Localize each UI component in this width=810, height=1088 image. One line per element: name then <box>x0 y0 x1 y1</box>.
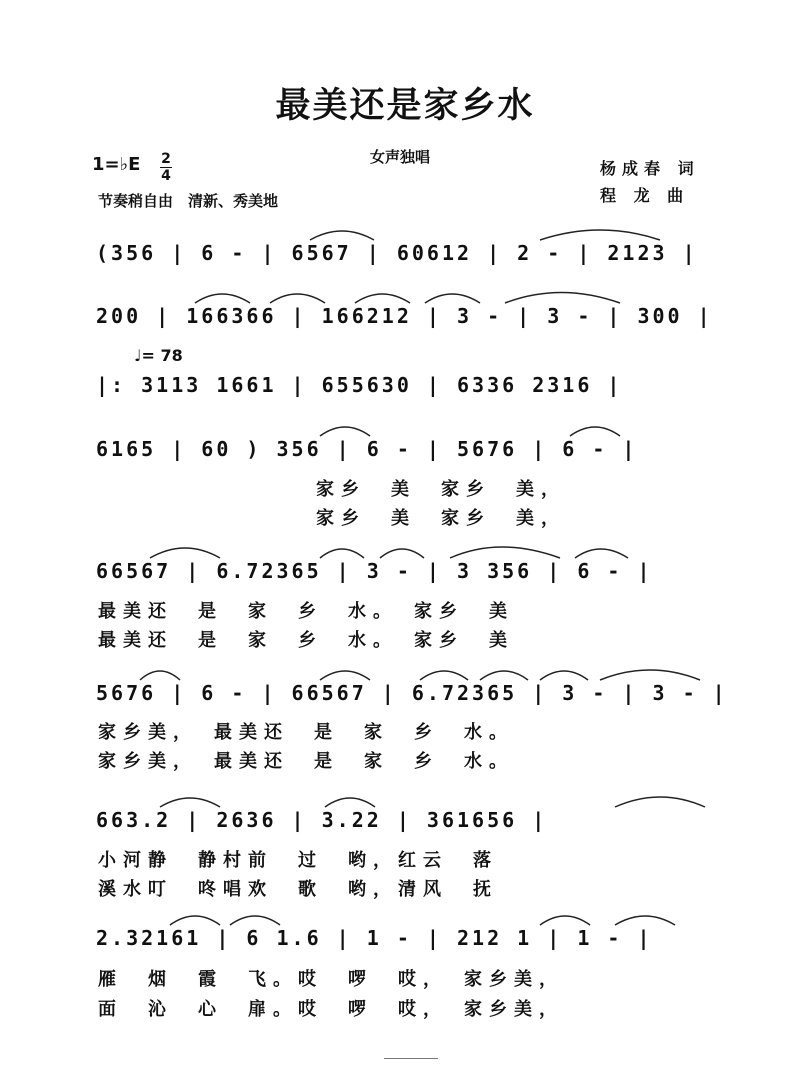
slur <box>270 294 325 303</box>
slur <box>140 671 180 680</box>
slur <box>355 294 410 303</box>
lyric-line-verse-2: 最美还 是 家 乡 水。 家乡 美 <box>98 630 514 651</box>
performance-type: 女声独唱 <box>370 148 431 166</box>
tuplet-bracket <box>310 231 374 240</box>
tie <box>600 670 700 680</box>
slur <box>325 798 375 807</box>
slur <box>615 797 705 807</box>
lyric-line-verse-1: 最美还 是 家 乡 水。 家乡 美 <box>98 601 514 622</box>
notation-line: 66567 | 6.72365 | 3 - | 3 356 | 6 - | <box>96 559 653 583</box>
time-signature-numerator: 2 <box>161 151 171 167</box>
slur <box>570 427 620 436</box>
lyric-line-verse-1: 小河静 静村前 过 哟，红云 落 <box>98 850 498 871</box>
notation-line: 200 | 166366 | 166212 | 3 - | 3 - | 300 | <box>96 304 713 328</box>
slur <box>320 427 370 436</box>
notation-line: 663.2 | 2636 | 3.22 | 361656 | <box>96 808 548 832</box>
slur <box>425 294 480 303</box>
lyric-line-verse-2: 家乡美， 最美还 是 家 乡 水。 <box>98 751 514 772</box>
slur <box>615 916 675 925</box>
slur <box>380 549 424 558</box>
key-signature: 1=♭E <box>92 154 141 175</box>
slur <box>420 671 468 680</box>
lyric-line-verse-2: 家乡 美 家乡 美， <box>316 508 566 529</box>
slur <box>170 916 220 925</box>
notation-line: 6165 | 60 ) 356 | 6 - | 5676 | 6 - | <box>96 437 638 461</box>
slur <box>540 230 660 240</box>
time-signature-denominator: 4 <box>161 168 171 184</box>
lyric-line-verse-1: 家乡 美 家乡 美， <box>316 479 566 500</box>
notation-line: 2.32161 | 6 1.6 | 1 - | 212 1 | 1 - | <box>96 926 653 950</box>
metronome-mark: ♩= 78 <box>134 346 183 365</box>
composer-credit: 程 龙 曲 <box>600 186 690 205</box>
slur <box>230 916 280 925</box>
lyric-line-verse-2: 溪水叮 咚唱欢 歌 哟，清风 抚 <box>98 879 498 900</box>
tie <box>505 293 620 304</box>
lyric-line-verse-2: 面 沁 心 扉。哎 啰 哎， 家乡美， <box>98 999 564 1020</box>
slur <box>320 671 370 680</box>
lyricist-credit: 杨成春 词 <box>600 159 700 178</box>
slur <box>540 916 590 925</box>
slur <box>540 671 588 680</box>
slur <box>575 549 628 558</box>
page-footer-rule <box>384 1058 438 1059</box>
lyric-line-verse-1: 雁 烟 霞 飞。哎 啰 哎， 家乡美， <box>98 969 564 990</box>
lyric-line-verse-1: 家乡美， 最美还 是 家 乡 水。 <box>98 722 514 743</box>
notation-line: 5676 | 6 - | 66567 | 6.72365 | 3 - | 3 - | <box>96 681 728 705</box>
notation-line: |: 3113 1661 | 655630 | 6336 2316 | <box>96 373 623 397</box>
slur <box>160 798 220 807</box>
notation-line: (356 | 6 - | 6567 | 60612 | 2 - | 2123 | <box>96 241 698 265</box>
slur <box>480 671 528 680</box>
slur <box>195 294 250 303</box>
slur <box>150 548 220 558</box>
tie <box>450 547 560 558</box>
slur <box>320 549 364 558</box>
tempo-description: 节奏稍自由 清新、秀美地 <box>98 192 279 210</box>
song-title: 最美还是家乡水 <box>275 86 535 126</box>
